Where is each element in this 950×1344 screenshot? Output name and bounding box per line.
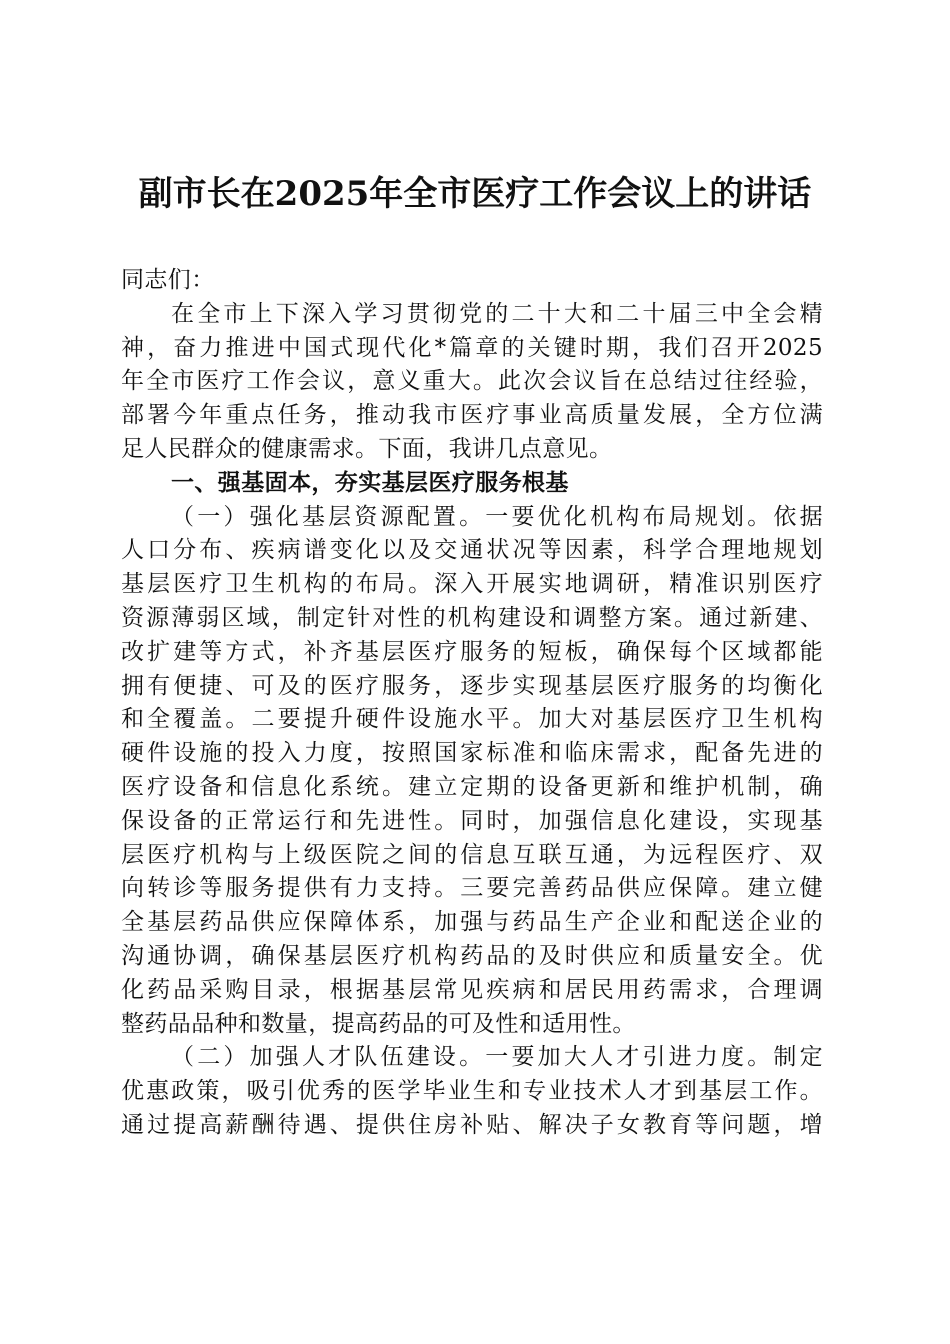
text-line: 在全市上下深入学习贯彻党的二十大和二十届三中全会精	[171, 300, 823, 327]
text-line: 神，奋力推进中国式现代化*篇章的关键时期，我们召开2025	[121, 334, 823, 361]
text-line: 拥有便捷、可及的医疗服务，逐步实现基层医疗服务的均衡化	[121, 672, 823, 699]
text-line: （二）加强人才队伍建设。一要加大人才引进力度。制定	[171, 1044, 823, 1071]
text-line: 人口分布、疾病谱变化以及交通状况等因素，科学合理地规划	[121, 537, 823, 564]
document-body	[121, 264, 823, 1143]
text-line: 保设备的正常运行和先进性。同时，加强信息化建设，实现基	[121, 807, 823, 834]
text-line: 年全市医疗工作会议，意义重大。此次会议旨在总结过往经验，	[121, 368, 823, 395]
text-line: 医疗设备和信息化系统。建立定期的设备更新和维护机制，确	[121, 773, 823, 800]
text-line: 优惠政策，吸引优秀的医学毕业生和专业技术人才到基层工作。	[121, 1078, 823, 1105]
text-line: （一）强化基层资源配置。一要优化机构布局规划。依据	[171, 503, 823, 530]
text-line: 资源薄弱区域，制定针对性的机构建设和调整方案。通过新建、	[121, 604, 823, 631]
text-line: 部署今年重点任务，推动我市医疗事业高质量发展，全方位满	[121, 402, 823, 429]
section-heading: 一、强基固本，夯实基层医疗服务根基	[171, 469, 569, 496]
text-line: 基层医疗卫生机构的布局。深入开展实地调研，精准识别医疗	[121, 571, 823, 598]
text-line: 硬件设施的投入力度，按照国家标准和临床需求，配备先进的	[121, 740, 823, 767]
text-line: 和全覆盖。二要提升硬件设施水平。加大对基层医疗卫生机构	[121, 706, 823, 733]
text-line: 向转诊等服务提供有力支持。三要完善药品供应保障。建立健	[121, 875, 823, 902]
text-line: 层医疗机构与上级医院之间的信息互联互通，为远程医疗、双	[121, 841, 823, 868]
text-line: 整药品品种和数量，提高药品的可及性和适用性。	[121, 1010, 636, 1037]
text-line: 改扩建等方式，补齐基层医疗服务的短板，确保每个区域都能	[121, 638, 823, 665]
body-text	[121, 298, 823, 1143]
salutation: 同志们：	[121, 267, 215, 293]
text-line: 化药品采购目录，根据基层常见疾病和居民用药需求，合理调	[121, 976, 823, 1003]
text-line: 通过提高薪酬待遇、提供住房补贴、解决子女教育等问题，增	[121, 1111, 823, 1138]
text-line: 沟通协调，确保基层医疗机构药品的及时供应和质量安全。优	[121, 942, 823, 969]
document-title: 副市长在2025年全市医疗工作会议上的讲话	[138, 174, 812, 214]
text-line: 全基层药品供应保障体系，加强与药品生产企业和配送企业的	[121, 909, 823, 936]
text-line: 足人民群众的健康需求。下面，我讲几点意见。	[121, 435, 613, 462]
